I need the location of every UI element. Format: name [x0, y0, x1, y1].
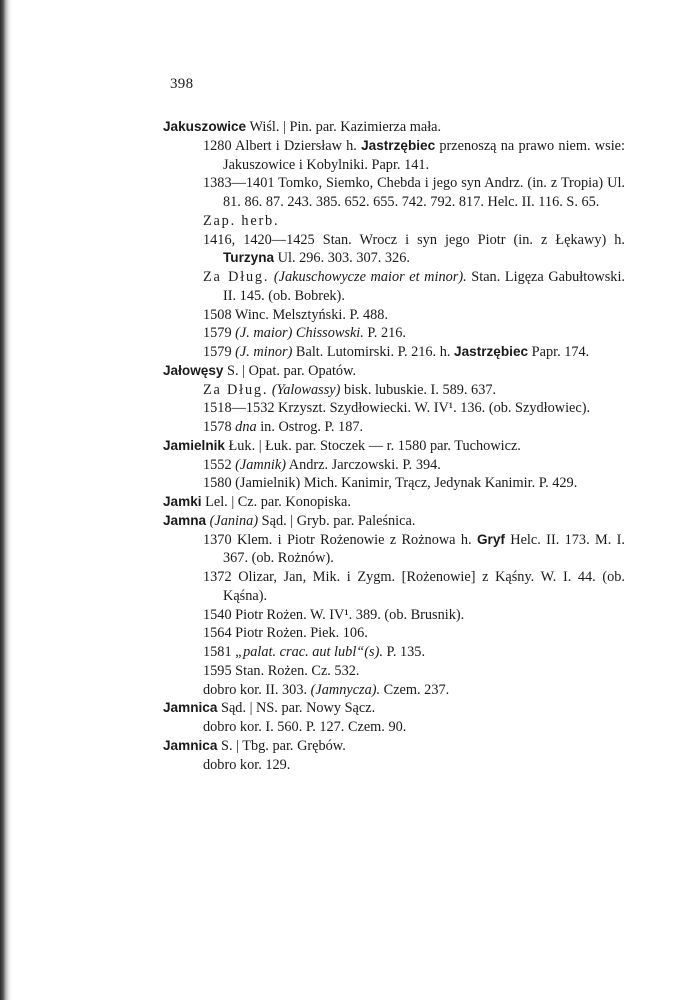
record-text: bisk. lubuskie. I. 589. 637.: [340, 381, 497, 398]
headword: Jakuszowice: [163, 119, 247, 134]
record-text: (Jamnycza).: [310, 681, 381, 698]
entry-record: [163, 531, 625, 569]
record-text: in. Ostrog. P. 187.: [256, 419, 364, 435]
record-text: 1578: [203, 419, 236, 435]
entry-record: [163, 343, 625, 362]
record-text: Stan. Ligęza Gabułtowski. II. 145. (ob. Bobrek).: [223, 269, 625, 304]
record-text: Jastrzębiec: [454, 344, 529, 359]
record-text: 1416, 1420—1425 Stan. Wrocz i syn jego Piotr (in. z Łękawy) h.: [203, 231, 625, 248]
record-text: 1595 Stan. Rożen. Cz. 532.: [203, 662, 360, 679]
entry-record: [163, 306, 625, 325]
headword: Jamnica: [163, 737, 218, 753]
record-text: P. 216.: [363, 325, 406, 342]
record-text: (Jamnik): [235, 456, 286, 473]
record-text: 1564 Piotr Rożen. Piek. 106.: [203, 625, 368, 642]
record-text: Andrz. Jarczowski. P. 394.: [285, 456, 441, 473]
entry-record: [163, 268, 625, 306]
entry-heading: [163, 737, 625, 756]
record-text: Czem. 237.: [380, 681, 450, 698]
record-text: dobro kor. I. 560. P. 127. Czem. 90.: [203, 719, 407, 735]
entry-location: Wiśl. | Pin. par. Kazimierza mała.: [246, 119, 442, 135]
headword: Jamielnik: [163, 437, 225, 453]
headword-variant: (Janina): [206, 512, 259, 529]
record-text: dna: [235, 419, 257, 435]
record-text: Balt. Lutomirski. P. 216. h.: [292, 344, 455, 360]
entry-location: S. | Tbg. par. Grębów.: [217, 737, 346, 754]
record-text: Gryf: [476, 531, 505, 547]
entry-heading: [163, 493, 625, 512]
record-text: 1580 (Jamielnik) Mich. Kanimir, Trącz, Jedynak Kanimir. P. 429.: [203, 475, 578, 492]
entry-record: [163, 399, 625, 418]
entry-record: [163, 681, 625, 700]
record-text: 1552: [203, 456, 236, 473]
entry-heading: [163, 512, 625, 531]
entry-record: [163, 756, 625, 775]
record-text: 1540 Piotr Rożen. W. IV¹. 389. (ob. Brusnik).: [203, 606, 465, 623]
entry-location: Sąd. | NS. par. Nowy Sącz.: [217, 700, 376, 717]
record-text: Turzyna: [223, 250, 275, 266]
record-text: Papr. 174.: [528, 344, 590, 360]
entry-record: [163, 662, 625, 681]
entry-record: [163, 718, 625, 737]
book-spine-shadow: [0, 0, 12, 1000]
record-text: Za Dług.: [203, 381, 269, 398]
record-text: „palat. crac. aut lubl“(s).: [235, 644, 383, 660]
entry-record: [163, 568, 625, 606]
record-text: dobro kor. 129.: [203, 756, 291, 773]
record-text: Jastrzębiec: [361, 137, 436, 153]
entry-location: Lel. | Cz. par. Konopiska.: [201, 494, 351, 510]
entry-record: [163, 624, 625, 643]
record-text: (Jakuschowycze maior et minor).: [273, 269, 467, 285]
record-text: Za Dług.: [203, 269, 270, 285]
entry-location: Łuk. | Łuk. par. Stoczek — r. 1580 par. Tuchowicz.: [224, 437, 521, 454]
record-text: 1581: [203, 644, 236, 660]
entry-record: [163, 456, 625, 475]
headword: Jamnica: [163, 700, 218, 716]
record-text: 1280 Albert i Dziersław h.: [203, 137, 362, 154]
entry-location: S. | Opat. par. Opatów.: [223, 362, 357, 379]
entry-record: [163, 212, 625, 231]
entry-record: [163, 174, 625, 212]
record-text: 1383—1401 Tomko, Siemko, Chebda i jego syn Andrz. (in. z Tropia) Ul. 81. 86. 87. 243. 385. 652. 655. 742. 792. 817. Helc. II. 116. S. 65.: [203, 175, 625, 210]
entry-heading: [163, 118, 625, 137]
record-text: 1579: [203, 325, 236, 342]
entry-record: [163, 643, 625, 662]
record-text: (Yalowassy): [271, 381, 341, 398]
record-text: dobro kor. II. 303.: [203, 681, 311, 698]
record-text: Ul. 296. 303. 307. 326.: [274, 250, 410, 267]
headword: Jamki: [163, 494, 202, 509]
entry-heading: [163, 437, 625, 456]
record-text: 1370 Klem. i Piotr Rożenowie z Rożnowa h.: [203, 531, 477, 548]
entry-heading: [163, 699, 625, 718]
entry-record: [163, 606, 625, 625]
entry-record: [163, 137, 625, 175]
record-text: 1508 Winc. Melsztyński. P. 488.: [203, 306, 389, 323]
entry-record: [163, 474, 625, 493]
record-text: P. 135.: [382, 644, 426, 660]
record-text: przenoszą na prawo niem. wsie: Jakuszowice i Kobylniki. Papr. 141.: [223, 137, 625, 173]
record-text: (J. maior) Chissowski.: [235, 325, 364, 342]
entry-record: [163, 418, 625, 437]
entry-location: Sąd. | Gryb. par. Paleśnica.: [258, 512, 416, 529]
entry-record: [163, 231, 625, 269]
entry-record: [163, 324, 625, 343]
page-number: 398: [170, 76, 194, 92]
record-text: 1579: [203, 344, 236, 360]
entry-heading: [163, 362, 625, 381]
dictionary-text-column: [163, 118, 625, 774]
record-text: (J. minor): [235, 344, 293, 360]
record-text: Zap. herb.: [203, 212, 280, 229]
entry-record: [163, 381, 625, 400]
headword: Jamna: [163, 512, 207, 528]
record-text: 1518—1532 Krzyszt. Szydłowiecki. W. IV¹. 136. (ob. Szydłowiec).: [203, 400, 591, 417]
record-text: Helc. II. 173. M. I. 367. (ob. Rożnów).: [223, 531, 625, 567]
record-text: 1372 Olizar, Jan, Mik. i Zygm. [Rożenowie] z Kąśny. W. I. 44. (ob. Kąśna).: [203, 569, 625, 604]
headword: Jałowęsy: [163, 362, 224, 378]
